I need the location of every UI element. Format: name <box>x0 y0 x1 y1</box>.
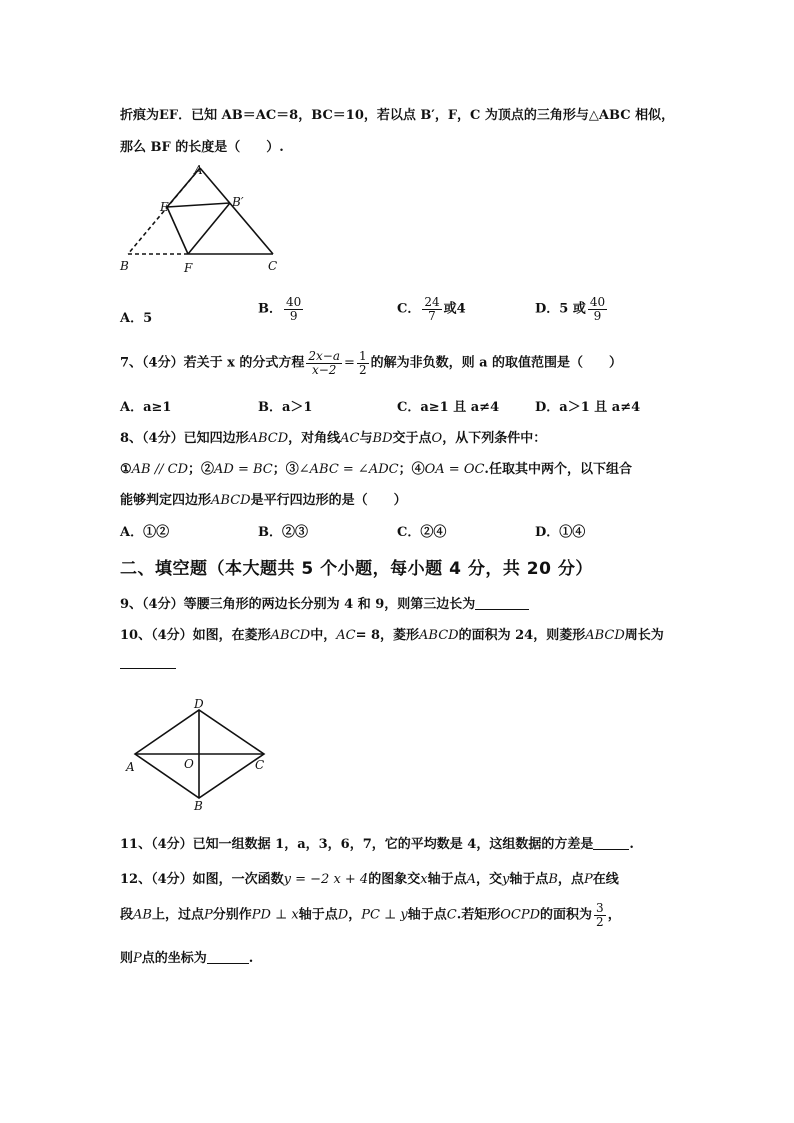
q6-text-line1: 折痕为EF．已知 AB＝AC＝8，BC＝10，若以点 B′，F，C 为顶点的三角形与△ABC 相似， <box>120 108 675 123</box>
q9-answer-blank[interactable] <box>475 597 529 610</box>
q8-stem-line3: 能够判定四边形ABCD是平行四边形的是（ ） <box>120 493 407 508</box>
q6-option-c-fraction: $\frac{24}{7}$ <box>424 295 440 323</box>
label-o: O <box>184 757 194 771</box>
q10-rhombus-figure <box>124 694 274 812</box>
q6-option-b-fraction: $\frac{40}{9}$ <box>286 295 302 323</box>
q12-stem-line2: 段AB上，过点P分别作PD ⊥ x轴于点D，PC ⊥ y轴于点C.若矩形OCPD的面积为 $\frac{3}{2}$ ， <box>120 901 621 929</box>
side-ac <box>200 168 273 254</box>
q6-option-a[interactable]: A．5 <box>120 311 153 326</box>
q6-option-c-prefix: C． <box>397 301 421 317</box>
label-b: B <box>194 799 203 812</box>
q8-option-b[interactable]: B．②③ <box>258 525 308 540</box>
q6-option-c-suffix: 或4 <box>443 301 466 317</box>
q7-fraction-right: $\frac{1}{2}$ <box>358 349 367 377</box>
label-b-prime: B′ <box>232 195 244 209</box>
label-f: F <box>184 261 193 275</box>
q8-stem-line1: 8、（4分）已知四边形ABCD，对角线AC与BD交于点O，从下列条件中： <box>120 431 547 446</box>
label-e: E <box>160 200 169 214</box>
q6-option-b-prefix: B． <box>258 301 282 317</box>
q8-option-c[interactable]: C．②④ <box>397 525 447 540</box>
q6-text-line2: 那么 BF 的长度是（ ）. <box>120 140 284 155</box>
q10-answer-blank[interactable] <box>120 656 176 669</box>
q6-option-c[interactable] <box>397 296 466 322</box>
label-a: A <box>194 163 203 177</box>
q6-triangle-figure <box>118 162 288 278</box>
q12-stem-line1: 12、（4分）如图，一次函数y = −2 x + 4的图象交x轴于点A，交y轴于点B，点P在线 <box>120 872 619 887</box>
q11-stem: 11、（4分）已知一组数据 1，a，3，6，7，它的平均数是 4，这组数据的方差是 . <box>120 837 634 852</box>
q7-option-b[interactable]: B．a＞1 <box>258 400 313 415</box>
section-heading: 二、填空题（本大题共 5 个小题，每小题 4 分，共 20 分） <box>120 559 593 579</box>
q8-stem-line2: ①AB // CD；②AD = BC；③∠ABC = ∠ADC；④OA = OC.任取其中两个，以下组合 <box>120 462 632 477</box>
segment-eb-prime <box>167 203 230 207</box>
q6-option-b[interactable] <box>258 296 305 322</box>
q12-area-fraction: $\frac{3}{2}$ <box>596 901 604 929</box>
q7-option-d[interactable]: D．a＞1 且 a≠4 <box>535 400 641 415</box>
q6-option-d[interactable] <box>535 296 609 322</box>
q7-fraction-left: $\frac{2x-a}{x-2}$ <box>308 349 341 377</box>
q7-option-a[interactable]: A．a≥1 <box>120 400 172 415</box>
label-a: A <box>126 760 135 774</box>
q11-answer-blank[interactable] <box>593 837 629 850</box>
label-d: D <box>194 697 204 711</box>
segment-fb-prime <box>188 203 230 254</box>
q12-answer-blank[interactable] <box>207 951 249 964</box>
label-c: C <box>268 259 278 273</box>
q10-stem: 10、（4分）如图，在菱形ABCD中，AC= 8，菱形ABCD的面积为 24，则菱形ABCD周长为 <box>120 628 664 643</box>
q12-stem-line3: 则P点的坐标为 . <box>120 951 254 966</box>
q7-option-c[interactable]: C．a≥1 且 a≠4 <box>397 400 500 415</box>
q6-option-d-prefix: D．5 或 <box>535 301 586 317</box>
q6-option-d-fraction: $\frac{40}{9}$ <box>589 295 606 323</box>
q8-option-a[interactable]: A．①② <box>120 525 170 540</box>
q7-stem: 7、（4分）若关于 x 的分式方程 $\frac{2x-a}{x-2}$ = $\frac{1}{2}$ 的解为非负数，则 a 的取值范围是（ ） <box>120 349 623 377</box>
q9-stem: 9、（4分）等腰三角形的两边长分别为 4 和 9，则第三边长为 <box>120 593 529 612</box>
label-b: B <box>120 259 129 273</box>
crease-ef <box>167 207 188 254</box>
q8-option-d[interactable]: D．①④ <box>535 525 586 540</box>
label-c: C <box>255 758 265 772</box>
